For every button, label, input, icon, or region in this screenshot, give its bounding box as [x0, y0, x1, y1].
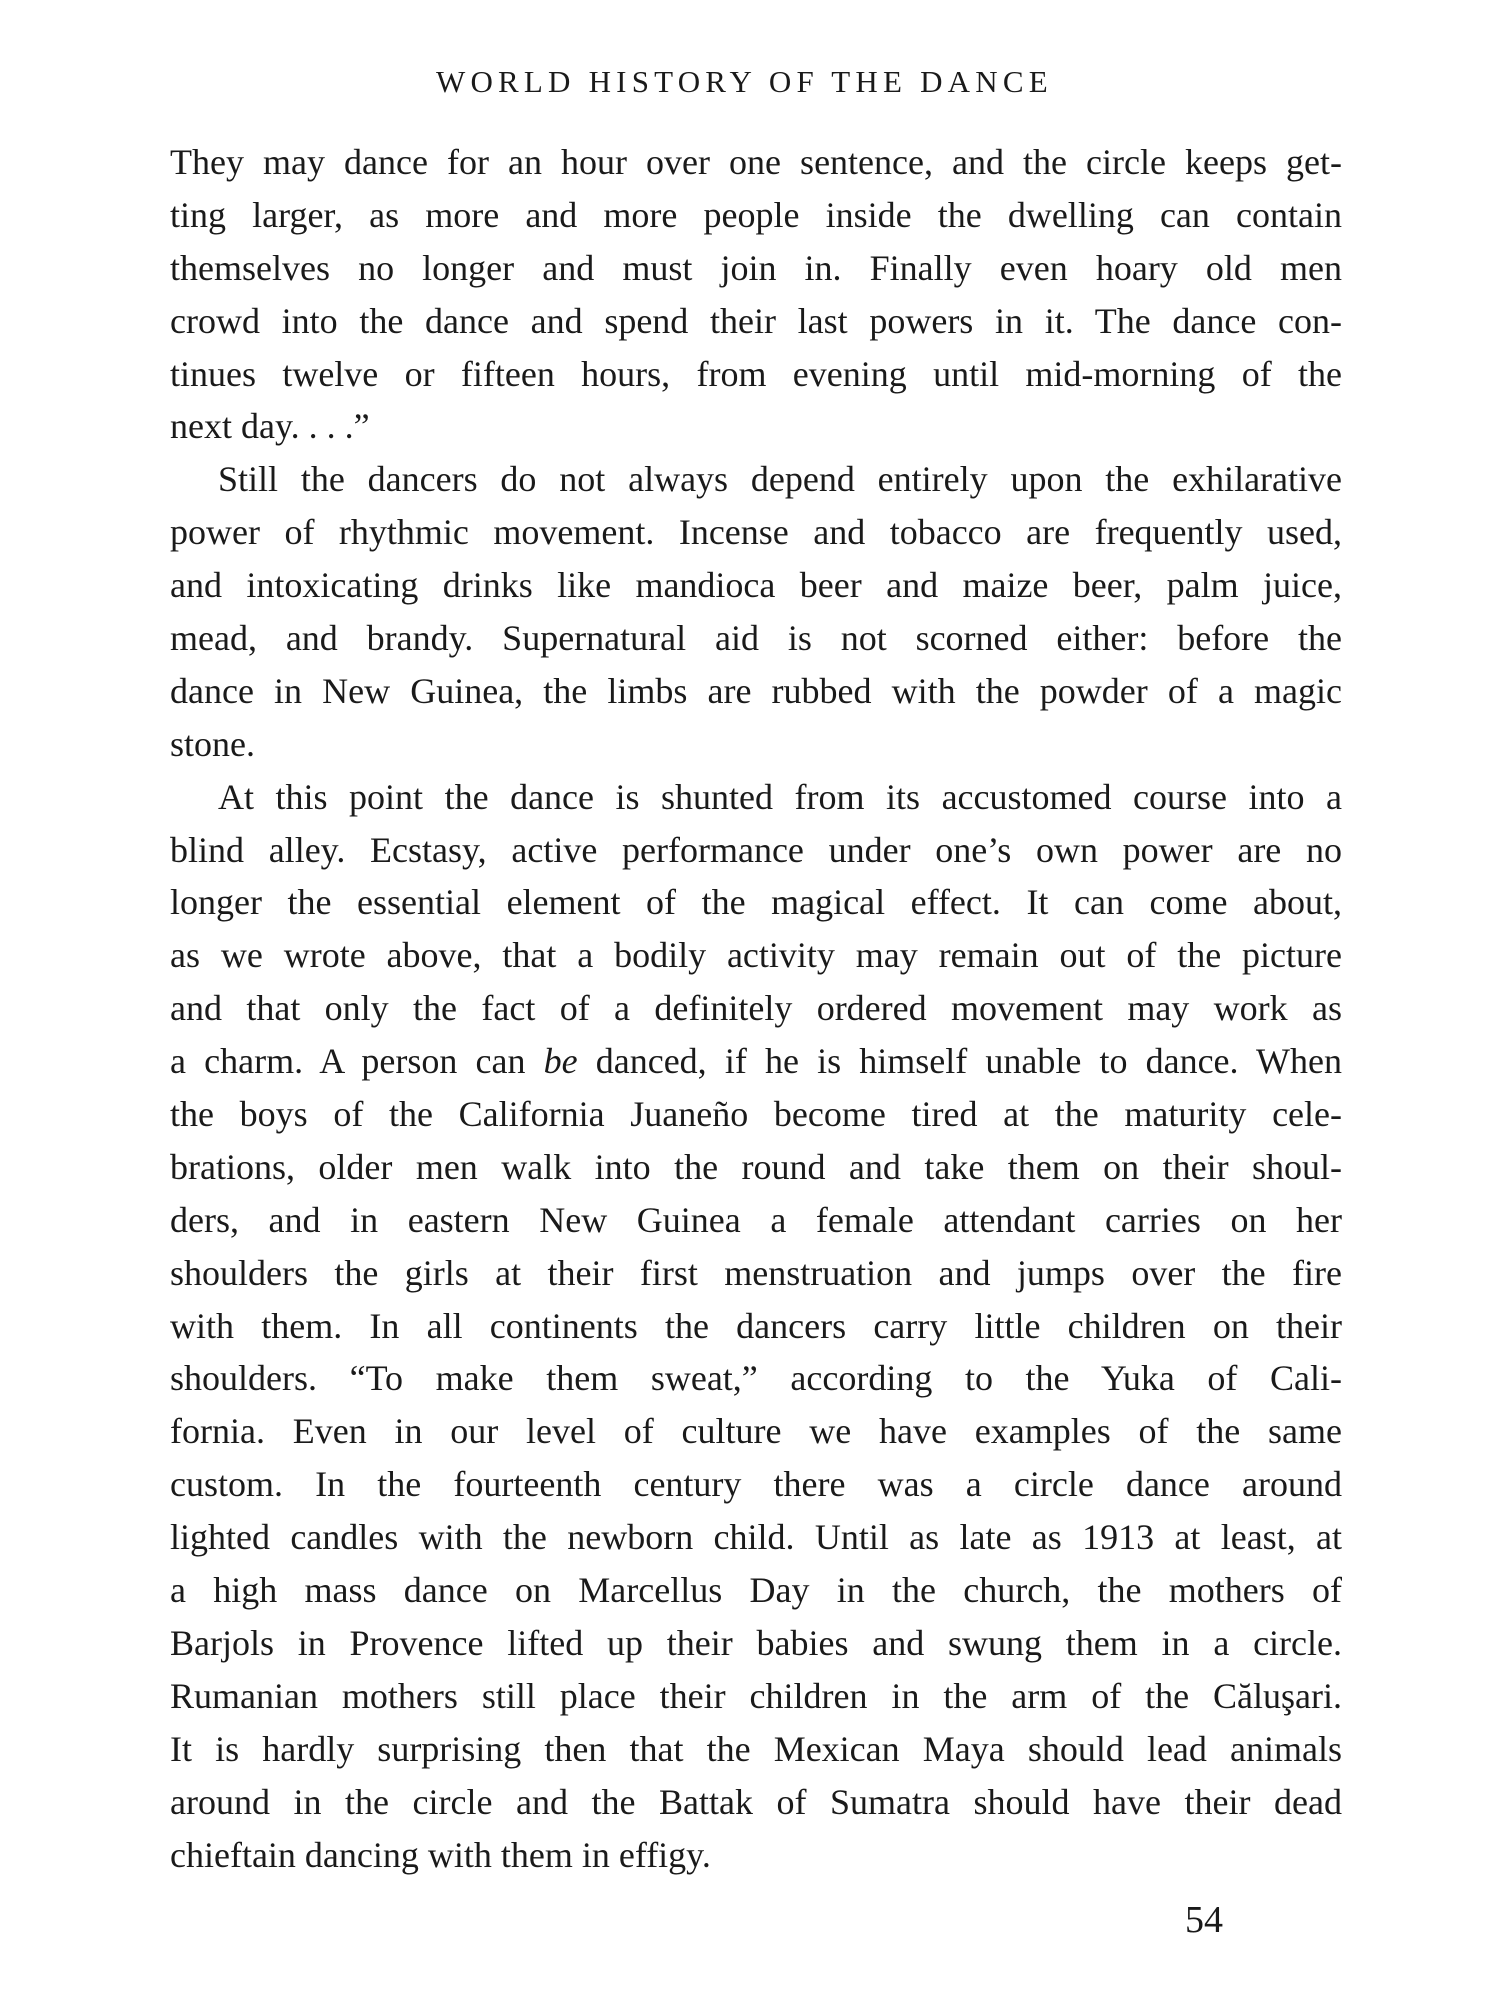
- text-line: [170, 1141, 1342, 1194]
- text-line: [170, 718, 1342, 771]
- text-segment: crowd into the dance and spend their last powers in it. The dance con-: [170, 300, 1342, 341]
- text-line: [170, 1035, 1342, 1088]
- text-segment: They may dance for an hour over one sentence, and the circle keeps get-: [170, 142, 1342, 182]
- text-line: [170, 506, 1342, 559]
- text-segment: shoulders the girls at their first menstruation and jumps over the fire: [170, 1252, 1342, 1293]
- text-line: [170, 612, 1342, 665]
- text-segment: power of rhythmic movement. Incense and tobacco are frequently used,: [170, 512, 1342, 553]
- text-line: [170, 771, 1342, 824]
- text-line: [170, 1088, 1342, 1141]
- text-line: [170, 1829, 1342, 1882]
- text-segment: tinues twelve or fifteen hours, from evening until mid-morning of the: [170, 353, 1342, 394]
- page-number: 54: [1185, 1899, 1223, 1941]
- text-segment: with them. In all continents the dancers carry little children on their: [170, 1305, 1342, 1346]
- text-line: [170, 982, 1342, 1035]
- text-segment: longer the essential element of the magical effect. It can come about,: [170, 882, 1342, 923]
- text-line: [170, 136, 1342, 189]
- text-line: [170, 1670, 1342, 1723]
- text-line: [170, 1352, 1342, 1405]
- text-segment: stone.: [170, 723, 255, 764]
- text-segment: ting larger, as more and more people inside the dwelling can contain: [170, 194, 1342, 235]
- text-segment: next day. . . .”: [170, 406, 370, 447]
- text-segment: lighted candles with the newborn child. Until as late as 1913 at least, at: [170, 1517, 1342, 1558]
- text-segment: a charm. A person can: [170, 1041, 544, 1082]
- text-segment: chieftain dancing with them in effigy.: [170, 1834, 711, 1875]
- text-segment: dance in New Guinea, the limbs are rubbed with the powder of a magic: [170, 670, 1342, 711]
- text-line: [170, 824, 1342, 877]
- text-segment: danced, if he is himself unable to dance. When: [577, 1041, 1342, 1082]
- text-segment: a high mass dance on Marcellus Day in the church, the mothers of: [170, 1570, 1342, 1611]
- text-segment: and that only the fact of a definitely ordered movement may work as: [170, 988, 1342, 1029]
- text-line: [170, 1194, 1342, 1247]
- paragraph: [170, 136, 1342, 453]
- text-line: [170, 189, 1342, 242]
- text-line: [170, 1405, 1342, 1458]
- text-line: [170, 559, 1342, 612]
- text-line: [170, 1776, 1342, 1829]
- text-segment: blind alley. Ecstasy, active performance under one’s own power are no: [170, 829, 1342, 870]
- text-segment: the boys of the California Juaneño become tired at the maturity cele-: [170, 1094, 1342, 1135]
- text-line: [170, 929, 1342, 982]
- text-line: [170, 242, 1342, 295]
- running-head: WORLD HISTORY OF THE DANCE: [436, 64, 1053, 99]
- text-line: [170, 665, 1342, 718]
- text-segment: themselves no longer and must join in. Finally even hoary old men: [170, 247, 1342, 288]
- text-segment: Barjols in Provence lifted up their babies and swung them in a circle.: [170, 1622, 1342, 1663]
- text-line: [170, 1617, 1342, 1670]
- text-line: [170, 348, 1342, 401]
- text-segment: around in the circle and the Battak of Sumatra should have their dead: [170, 1781, 1342, 1822]
- paragraph: [170, 453, 1342, 770]
- text-segment: as we wrote above, that a bodily activity may remain out of the picture: [170, 935, 1342, 976]
- italic-word: be: [543, 1041, 578, 1082]
- text-segment: At this point the dance is shunted from its accustomed course into a: [218, 776, 1342, 817]
- paragraph: [170, 771, 1342, 1882]
- text-segment: ders, and in eastern New Guinea a female attendant carries on her: [170, 1199, 1342, 1240]
- text-line: [170, 1300, 1342, 1353]
- text-line: [170, 876, 1342, 929]
- text-line: [170, 400, 1342, 453]
- text-line: [170, 453, 1342, 506]
- text-line: [170, 1564, 1342, 1617]
- text-segment: shoulders. “To make them sweat,” according to the Yuka of Cali-: [170, 1358, 1342, 1399]
- text-line: [170, 295, 1342, 348]
- text-line: [170, 1247, 1342, 1300]
- text-segment: Still the dancers do not always depend entirely upon the exhilarative: [218, 459, 1342, 500]
- text-segment: mead, and brandy. Supernatural aid is not scorned either: before the: [170, 618, 1342, 659]
- text-segment: brations, older men walk into the round and take them on their shoul-: [170, 1146, 1342, 1187]
- body-text: [170, 136, 1342, 1881]
- text-segment: custom. In the fourteenth century there was a circle dance around: [170, 1464, 1342, 1505]
- text-line: [170, 1511, 1342, 1564]
- text-line: [170, 1723, 1342, 1776]
- text-segment: It is hardly surprising then that the Mexican Maya should lead animals: [170, 1728, 1342, 1769]
- text-segment: fornia. Even in our level of culture we have examples of the same: [170, 1411, 1342, 1452]
- text-line: [170, 1458, 1342, 1511]
- text-segment: and intoxicating drinks like mandioca beer and maize beer, palm juice,: [170, 565, 1342, 606]
- text-segment: Rumanian mothers still place their children in the arm of the Căluşari.: [170, 1675, 1342, 1716]
